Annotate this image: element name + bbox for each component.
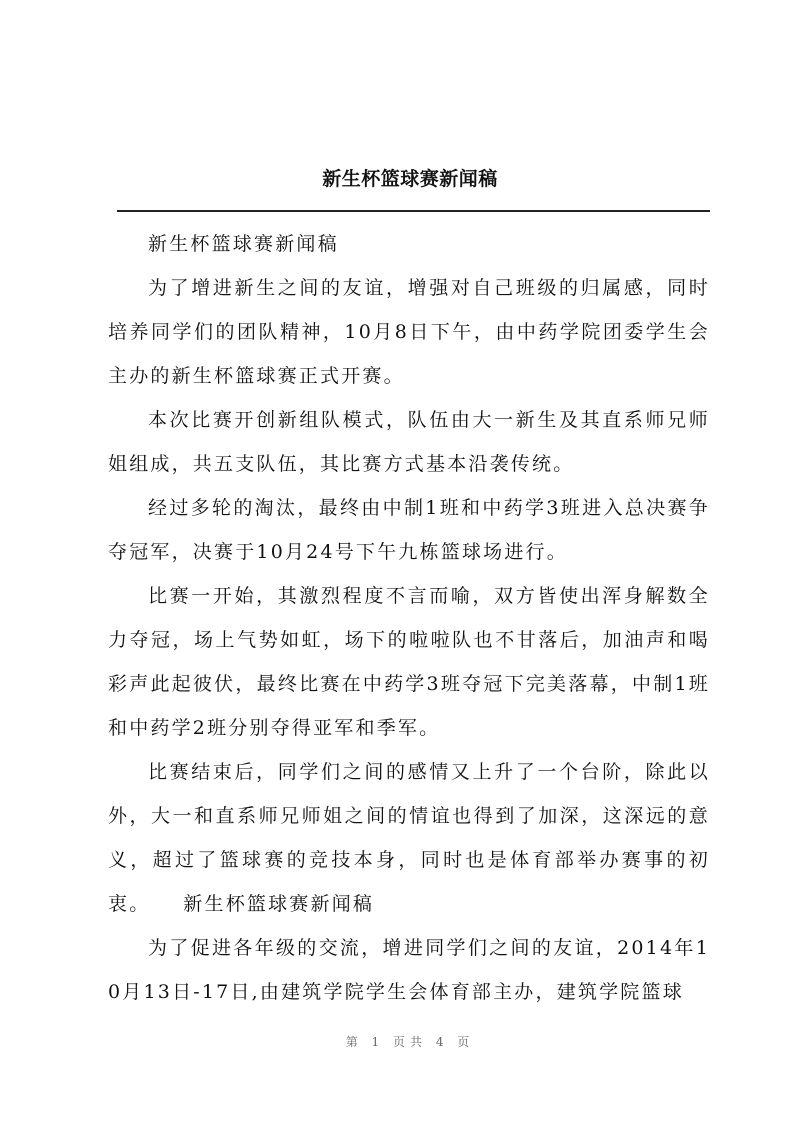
document-title: 新生杯篮球赛新闻稿	[322, 168, 498, 190]
page-footer: 第 1 页共 4 页	[345, 1035, 475, 1049]
paragraph-subtitle: 新生杯篮球赛新闻稿	[148, 233, 339, 255]
paragraph-4: 比赛一开始，其激烈程度不言而喻，双方皆使出浑身解数全力夺冠，场上气势如虹，场下的啦啦队也不甘落后，加油声和喝彩声此起彼伏，最终比赛在中药学3班夺冠下完美落幕，中制1班和中药学2班分别夺得亚军和季军。	[108, 585, 710, 739]
paragraph-5: 比赛结束后，同学们之间的感情又上升了一个台阶，除此以外，大一和直系师兄师姐之间的情谊也得到了加深，这深远的意义，超过了篮球赛的竞技本身，同时也是体育部举办赛事的初衷。 新生杯篮球赛新闻稿	[108, 761, 710, 915]
paragraph-2: 本次比赛开创新组队模式，队伍由大一新生及其直系师兄师姐组成，共五支队伍，其比赛方式基本沿袭传统。	[108, 409, 710, 475]
paragraph-1: 为了增进新生之间的友谊，增强对自己班级的归属感，同时培养同学们的团队精神，10月8日下午，由中药学院团委学生会主办的新生杯篮球赛正式开赛。	[108, 277, 710, 387]
title-divider	[117, 210, 710, 212]
paragraph-3: 经过多轮的淘汰，最终由中制1班和中药学3班进入总决赛争夺冠军，决赛于10月24号下午九栋篮球场进行。	[108, 497, 710, 563]
paragraph-6: 为了促进各年级的交流，增进同学们之间的友谊，2014年10月13日-17日,由建筑学院学生会体育部主办，建筑学院篮球	[108, 937, 710, 1003]
document-body	[108, 222, 710, 1014]
